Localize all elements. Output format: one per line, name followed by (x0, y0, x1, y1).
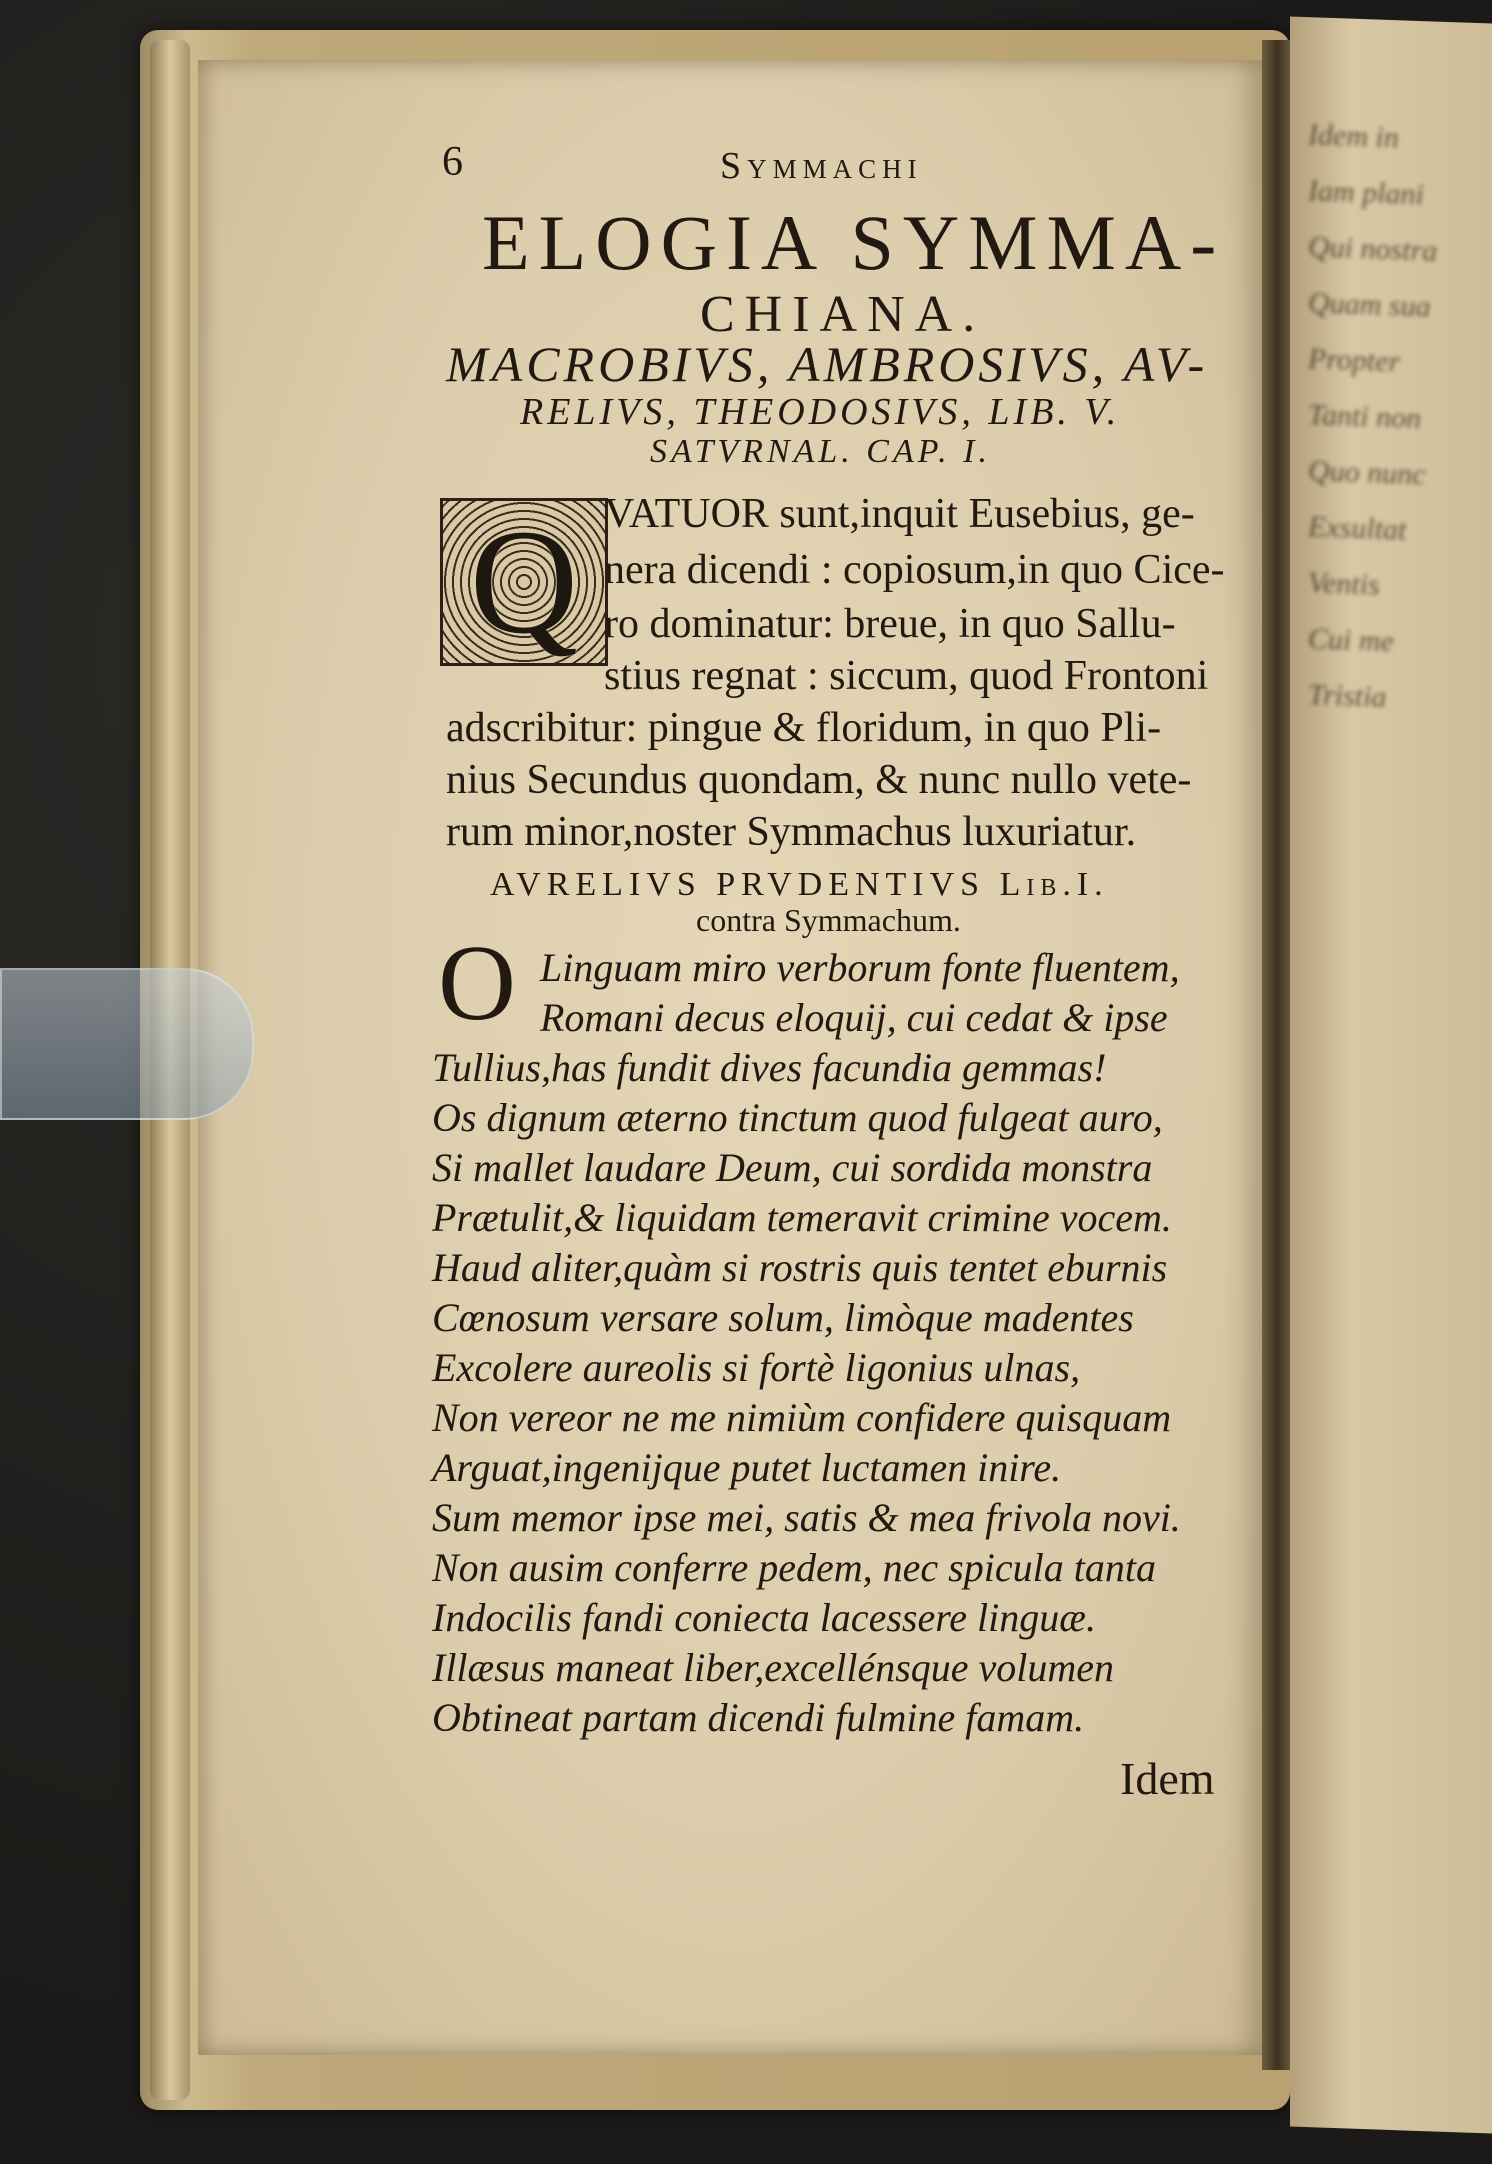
facing-page-line: Iam plani (1308, 174, 1424, 212)
facing-page-line: Qui nostra (1308, 230, 1438, 268)
running-head: Symmachi (720, 145, 923, 187)
verse-line: Obtineat partam dicendi fulmine famam. (432, 1695, 1085, 1740)
drop-cap-letter: Q (469, 499, 579, 665)
facing-page-line: Ventis (1308, 566, 1380, 602)
facing-page-line: Quam sua (1308, 286, 1431, 324)
facing-page-line: Cui me (1308, 622, 1394, 659)
verse-line: Prætulit,& liquidam temeravit crimine vocem. (432, 1195, 1172, 1240)
verse-line: Excolere aureolis si fortè ligonius ulnas, (432, 1345, 1081, 1390)
source-heading-line-1: MACROBIVS, AMBROSIVS, AV- (446, 336, 1209, 392)
facing-page-line: Idem in (1308, 118, 1399, 155)
verse-line: Os dignum æterno tinctum quod fulgeat auro, (432, 1095, 1163, 1140)
verse-line: Sum memor ipse mei, satis & mea frivola novi. (432, 1495, 1181, 1540)
facing-page-line: Quo nunc (1308, 454, 1426, 492)
verse-line: Illæsus maneat liber,excellénsque volumen (432, 1645, 1115, 1690)
ornamental-drop-cap (440, 498, 608, 666)
facing-page-line: Propter (1308, 342, 1401, 379)
verse-line: Linguam miro verborum fonte fluentem, (540, 945, 1180, 990)
prose-line: adscribitur: pingue & floridum, in quo Pli- (446, 705, 1162, 751)
prose-line: ro dominatur: breue, in quo Sallu- (604, 601, 1176, 647)
verse-line: Arguat,ingenijque putet luctamen inire. (432, 1445, 1062, 1490)
verse-initial: O (438, 924, 516, 1043)
verse-line: Non vereor ne me nimiùm confidere quisquam (432, 1395, 1172, 1440)
prose-line: VATUOR sunt,inquit Eusebius, ge- (604, 491, 1195, 537)
page-number: 6 (442, 139, 463, 185)
catchword: Idem (1120, 1753, 1215, 1804)
verse-line: Tullius,has fundit dives facundia gemmas! (432, 1045, 1107, 1090)
verse-line: Haud aliter,quàm si rostris quis tentet eburnis (432, 1245, 1168, 1290)
verse-line: Non ausim conferre pedem, nec spicula tanta (432, 1545, 1156, 1590)
prose-line: nius Secundus quondam, & nunc nullo vete- (446, 757, 1192, 803)
verse-line: Romani decus eloquij, cui cedat & ipse (540, 995, 1168, 1040)
verse-source-heading: AVRELIVS PRVDENTIVS Lib.I. (490, 866, 1109, 903)
verse-line: Si mallet laudare Deum, cui sordida monstra (432, 1145, 1153, 1190)
verse-line: Indocilis fandi coniecta lacessere linguæ. (432, 1595, 1096, 1640)
title-line-2: CHIANA. (700, 286, 986, 343)
prose-line: rum minor,noster Symmachus luxuriatur. (446, 809, 1137, 855)
source-heading-line-3: SATVRNAL. CAP. I. (650, 433, 991, 470)
verse-line: Cœnosum versare solum, limòque madentes (432, 1295, 1134, 1340)
facing-page-line: Tristia (1308, 678, 1387, 714)
prose-line: stius regnat : siccum, quod Frontoni (604, 653, 1209, 699)
source-heading-line-2: RELIVS, THEODOSIVS, LIB. V. (520, 391, 1121, 433)
title-line-1: ELOGIA SYMMA- (482, 199, 1226, 286)
facing-page-line: Exsultat (1308, 510, 1407, 547)
verse-source-subheading: contra Symmachum. (696, 902, 961, 938)
facing-page-line: Tanti non (1308, 398, 1422, 436)
prose-line: nera dicendi : copiosum,in quo Cice- (604, 547, 1225, 593)
